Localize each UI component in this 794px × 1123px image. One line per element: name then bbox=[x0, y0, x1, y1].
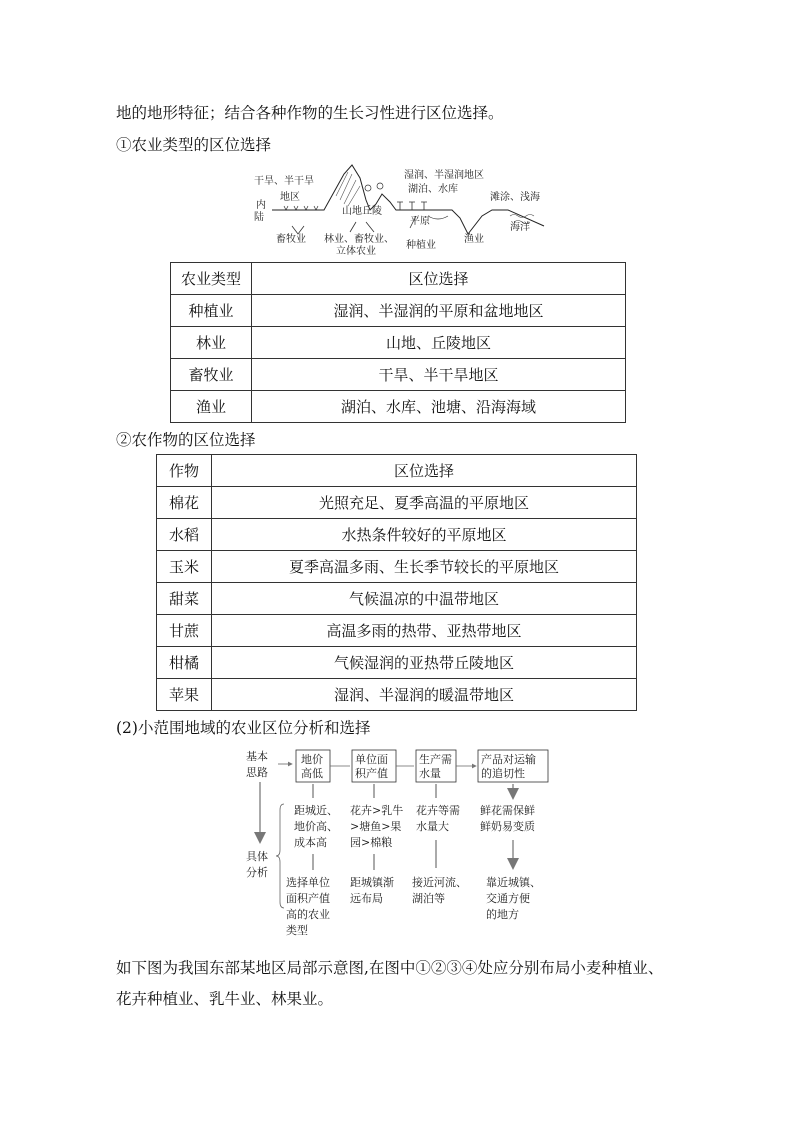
flow-bottom-2-line-2: 远布局 bbox=[350, 892, 383, 905]
flow-box-2-line-2: 积产值 bbox=[355, 767, 388, 780]
flow-bottom-4-line-2: 交通方便 bbox=[486, 892, 530, 905]
flow-mid-2-line-1: 花卉>乳牛 bbox=[350, 804, 404, 817]
label-dry: 干旱、半干旱 bbox=[254, 176, 314, 187]
flow-mid-3-line-2: 水量大 bbox=[416, 820, 449, 833]
table-row bbox=[171, 391, 626, 423]
table-row bbox=[157, 679, 637, 711]
flow-bottom-4-line-3: 的地方 bbox=[486, 908, 519, 921]
flow-basic-2: 思路 bbox=[246, 766, 268, 779]
label-livestock: 畜牧业 bbox=[276, 234, 306, 245]
flow-bottom-1-line-4: 类型 bbox=[286, 924, 308, 937]
flow-bottom-1-line-3: 高的农业 bbox=[286, 908, 330, 921]
flow-bottom-2-line-1: 距城镇渐 bbox=[350, 876, 394, 889]
table-row bbox=[171, 327, 626, 359]
table-cell: 湖泊、水库、池塘、沿海海域 bbox=[252, 391, 626, 423]
flow-mid-4-line-2: 鲜奶易变质 bbox=[480, 820, 535, 833]
flow-basic-1: 基本 bbox=[246, 750, 268, 763]
table-row bbox=[157, 615, 637, 647]
table-header-cell: 农业类型 bbox=[171, 263, 252, 295]
flow-bottom-3-line-2: 湖泊等 bbox=[412, 892, 445, 905]
label-lakes: 湖泊、水库 bbox=[408, 184, 458, 195]
table-row bbox=[171, 359, 626, 391]
table-row bbox=[157, 519, 637, 551]
table-cell: 气候湿润的亚热带丘陵地区 bbox=[212, 647, 637, 679]
flow-box-4-line-1: 产品对运输 bbox=[481, 753, 536, 766]
table-header-cell: 作物 bbox=[157, 455, 212, 487]
closing-line-1: 如下图为我国东部某地区局部示意图,在图中①②③④处应分别布局小麦种植业、 bbox=[116, 959, 664, 977]
label-forest-mix2: 立体农业 bbox=[336, 246, 376, 257]
table-cell: 甜菜 bbox=[157, 583, 212, 615]
label-tidal: 滩涂、浅海 bbox=[490, 192, 540, 203]
small-area-flowchart bbox=[240, 744, 560, 944]
label-mountain: 山地 bbox=[342, 206, 362, 217]
table-cell: 夏季高温多雨、生长季节较长的平原地区 bbox=[212, 551, 637, 583]
flow-box-2-line-1: 单位面 bbox=[355, 753, 388, 766]
flow-bottom-1-line-1: 选择单位 bbox=[286, 876, 330, 889]
table-cell: 种植业 bbox=[171, 295, 252, 327]
flow-spec-2: 分析 bbox=[246, 866, 268, 879]
table-cell: 水热条件较好的平原地区 bbox=[212, 519, 637, 551]
label-area: 地区 bbox=[280, 192, 300, 203]
label-fishery: 渔业 bbox=[464, 234, 484, 245]
table-cell: 水稻 bbox=[157, 519, 212, 551]
table-cell: 气候温凉的中温带地区 bbox=[212, 583, 637, 615]
flow-box-3-line-1: 生产需 bbox=[419, 753, 452, 766]
section3-title: (2)小范围地域的农业区位分析和选择 bbox=[116, 719, 371, 737]
flow-bottom-1-line-2: 面积产值 bbox=[286, 892, 330, 905]
table-cell: 苹果 bbox=[157, 679, 212, 711]
section2-title: ②农作物的区位选择 bbox=[116, 431, 256, 449]
table-row bbox=[157, 487, 637, 519]
flow-box-1-line-1: 地价 bbox=[301, 753, 323, 766]
table-cell: 林业 bbox=[171, 327, 252, 359]
flow-mid-4-line-1: 鲜花需保鲜 bbox=[480, 804, 535, 817]
intro-line: 地的地形特征；结合各种作物的生长习性进行区位选择。 bbox=[116, 104, 504, 122]
flow-mid-3-line-1: 花卉等需 bbox=[416, 804, 460, 817]
table-cell: 湿润、半湿润的平原和盆地地区 bbox=[252, 295, 626, 327]
table-row bbox=[157, 551, 637, 583]
table-row bbox=[157, 583, 637, 615]
table-header-row bbox=[157, 455, 637, 487]
table-row bbox=[157, 647, 637, 679]
table-header-cell: 区位选择 bbox=[212, 455, 637, 487]
flow-mid-2-line-3: 园>棉粮 bbox=[350, 836, 393, 849]
table-cell: 玉米 bbox=[157, 551, 212, 583]
agriculture-terrain-diagram bbox=[252, 160, 552, 262]
flow-box-1-line-2: 高低 bbox=[301, 767, 323, 780]
section1-title: ①农业类型的区位选择 bbox=[116, 136, 272, 154]
label-hill: 丘陵 bbox=[362, 206, 382, 217]
flow-mid-2-line-2: >塘鱼>果 bbox=[350, 820, 402, 833]
agriculture-type-table bbox=[170, 262, 626, 423]
flow-box-3-line-2: 水量 bbox=[419, 767, 441, 780]
label-plain: 平原 bbox=[410, 216, 430, 227]
table-cell: 湿润、半湿润的暖温带地区 bbox=[212, 679, 637, 711]
table-cell: 渔业 bbox=[171, 391, 252, 423]
table-cell: 棉花 bbox=[157, 487, 212, 519]
flow-box-4-line-2: 的追切性 bbox=[481, 767, 525, 780]
crop-table bbox=[156, 454, 637, 711]
flow-mid-1-line-1: 距城近、 bbox=[294, 804, 338, 817]
table-cell: 光照充足、夏季高温的平原地区 bbox=[212, 487, 637, 519]
table-header-row bbox=[171, 263, 626, 295]
flow-spec-1: 具体 bbox=[246, 850, 268, 863]
table-header-cell: 区位选择 bbox=[252, 263, 626, 295]
closing-line-2: 花卉种植业、乳牛业、林果业。 bbox=[116, 990, 334, 1008]
table-cell: 干旱、半干旱地区 bbox=[252, 359, 626, 391]
label-ocean: 海洋 bbox=[510, 222, 530, 233]
flow-bottom-4-line-1: 靠近城镇、 bbox=[486, 876, 541, 889]
flow-mid-1-line-3: 成本高 bbox=[294, 836, 327, 849]
table-row bbox=[171, 295, 626, 327]
table-cell: 柑橘 bbox=[157, 647, 212, 679]
label-planting: 种植业 bbox=[406, 240, 436, 251]
table-cell: 畜牧业 bbox=[171, 359, 252, 391]
table-cell: 山地、丘陵地区 bbox=[252, 327, 626, 359]
label-inland1: 内 bbox=[256, 200, 266, 211]
table-cell: 甘蔗 bbox=[157, 615, 212, 647]
flow-bottom-3-line-1: 接近河流、 bbox=[412, 876, 467, 889]
label-forest-mix: 林业、畜牧业、 bbox=[324, 234, 394, 245]
label-humid: 湿润、半湿润地区 bbox=[404, 170, 484, 181]
label-inland2: 陆 bbox=[254, 212, 264, 223]
flow-mid-1-line-2: 地价高、 bbox=[294, 820, 338, 833]
table-cell: 高温多雨的热带、亚热带地区 bbox=[212, 615, 637, 647]
